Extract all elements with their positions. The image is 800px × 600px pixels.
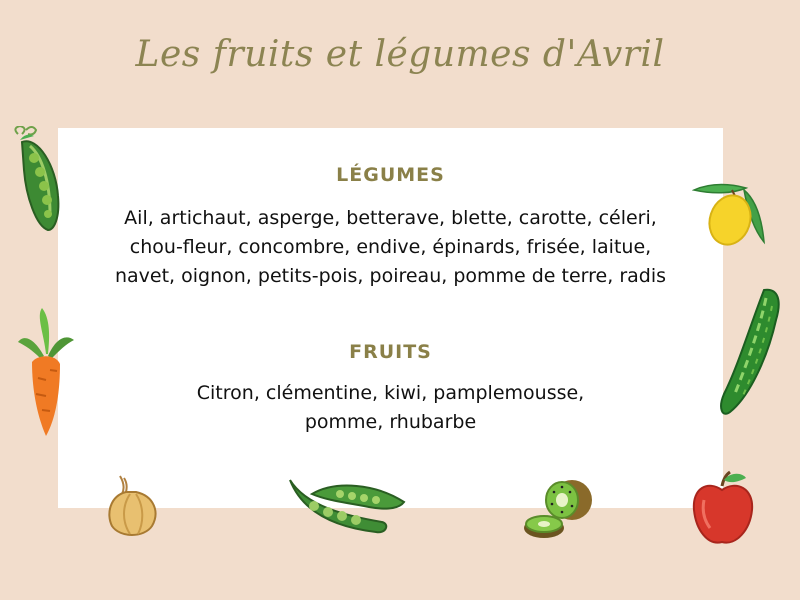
page-title: Les fruits et légumes d'Avril: [135, 34, 665, 75]
cucumber-icon: [720, 286, 784, 418]
lemon-icon: [692, 180, 768, 250]
vegetables-line: navet, oignon, petits-pois, poireau, pomme de terre, radis: [114, 265, 667, 287]
vegetables-heading: LÉGUMES: [336, 164, 445, 186]
fruits-line: pomme, rhubarbe: [304, 411, 477, 433]
vegetables-line: chou-fleur, concombre, endive, épinards, frisée, laitue,: [129, 236, 652, 258]
content-card: [58, 128, 723, 508]
fruits-list: [98, 379, 683, 437]
carrot-icon: [14, 308, 76, 438]
kiwi-icon: [522, 478, 596, 542]
pea-pod-icon: [286, 476, 408, 550]
onion-icon: [100, 474, 166, 540]
apple-icon: [690, 470, 756, 548]
vegetables-list: [98, 204, 683, 291]
fruits-line: Citron, clémentine, kiwi, pamplemousse,: [196, 382, 585, 404]
peas-icon: [8, 126, 64, 234]
fruits-heading: FRUITS: [349, 341, 432, 363]
vegetables-line: Ail, artichaut, asperge, betterave, blette, carotte, céleri,: [124, 207, 657, 229]
